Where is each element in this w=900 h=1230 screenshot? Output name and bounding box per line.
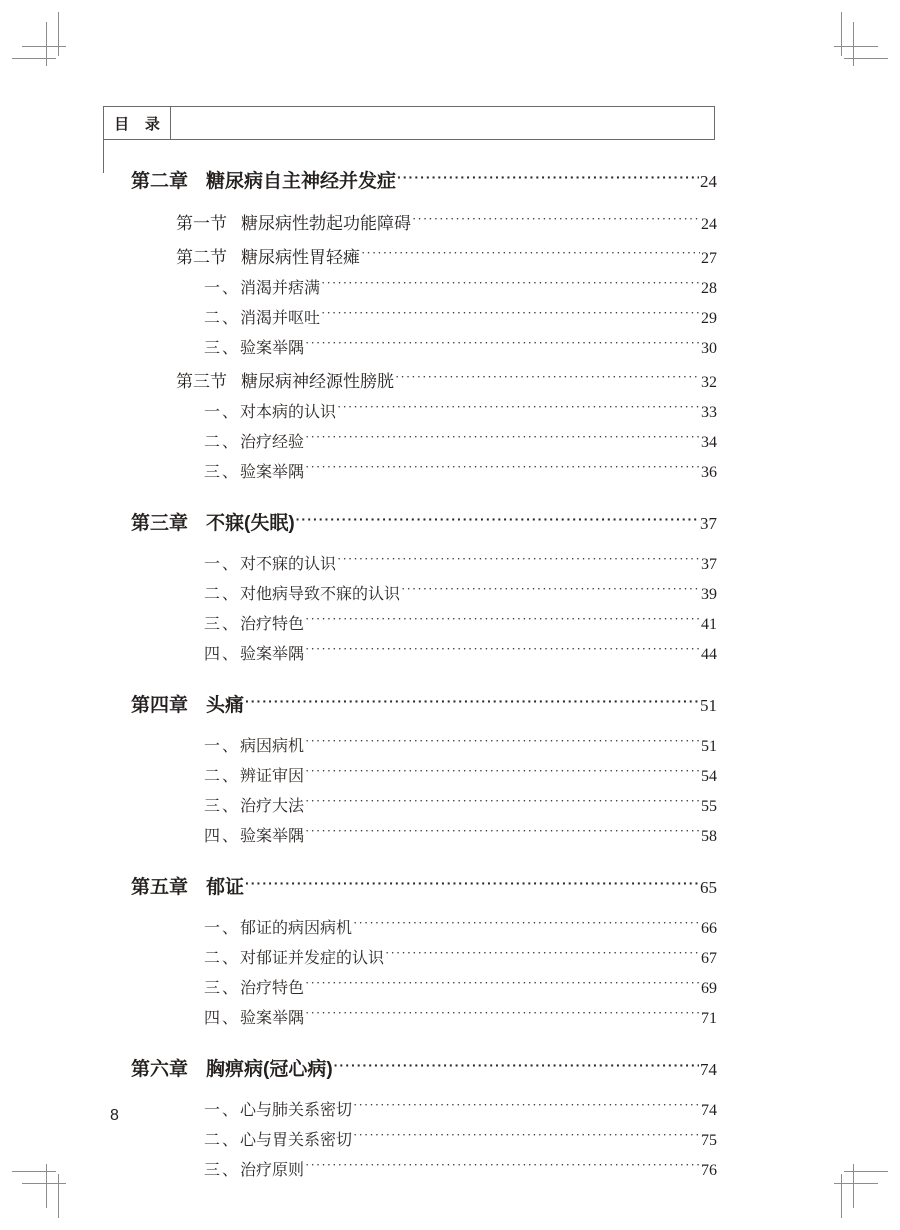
toc-entry-text — [204, 915, 352, 938]
toc-entry-title: 验案举隅 — [240, 646, 305, 663]
toc-entry-text — [176, 209, 411, 234]
toc-entry-page: 74 — [701, 1102, 717, 1119]
toc-entry-number: 二、 — [204, 768, 241, 785]
toc-entry-title: 对他病导致不寐的认识 — [240, 586, 401, 603]
toc-entry-text — [204, 305, 320, 328]
toc-dot-leader — [361, 246, 700, 263]
crop-mark-bottom-right — [818, 1148, 888, 1218]
toc-entry-page: 54 — [701, 768, 717, 785]
toc-entry-page: 69 — [701, 980, 717, 997]
toc-entry-number: 一、 — [204, 738, 241, 755]
toc-entry-number: 第四章 — [131, 695, 189, 716]
toc-dot-leader — [305, 1159, 700, 1175]
toc-entry-number: 第五章 — [131, 877, 189, 898]
toc-dot-leader — [412, 212, 700, 229]
running-head-rule — [171, 107, 714, 139]
toc-entry-title: 消渴并呕吐 — [240, 310, 321, 327]
toc-entry-number: 三、 — [204, 798, 241, 815]
toc-dot-leader — [305, 337, 700, 353]
toc-entry-subsection[interactable] — [204, 551, 717, 574]
toc-entry-subsection[interactable] — [204, 581, 717, 604]
toc-dot-leader — [305, 735, 700, 751]
toc-entry-number: 一、 — [204, 920, 241, 937]
toc-dot-leader — [397, 168, 699, 187]
toc-entry-subsection[interactable] — [204, 915, 717, 938]
toc-entry-number: 第一节 — [176, 214, 227, 233]
toc-entry-subsection[interactable] — [204, 305, 717, 328]
toc-entry-section[interactable] — [176, 243, 717, 268]
toc-dot-leader — [353, 1129, 700, 1145]
toc-entry-subsection[interactable] — [204, 733, 717, 756]
toc-entry-number: 四、 — [204, 646, 241, 663]
toc-entry-text — [204, 335, 304, 358]
toc-entry-title: 对郁证并发症的认识 — [240, 950, 385, 967]
toc-entry-title: 心与肺关系密切 — [240, 1102, 353, 1119]
toc-entry-text — [204, 275, 320, 298]
toc-entry-page: 67 — [701, 950, 717, 967]
toc-entry-page: 34 — [701, 434, 717, 451]
toc-entry-number: 第二章 — [131, 171, 189, 192]
toc-entry-page: 39 — [701, 586, 717, 603]
toc-dot-leader — [305, 461, 700, 477]
toc-entry-subsection[interactable] — [204, 459, 717, 482]
toc-entry-page: 51 — [701, 738, 717, 755]
toc-entry-page: 36 — [701, 464, 717, 481]
toc-entry-chapter[interactable] — [131, 508, 717, 535]
toc-entry-title: 治疗特色 — [240, 616, 305, 633]
toc-dot-leader — [353, 917, 700, 933]
toc-entry-subsection[interactable] — [204, 399, 717, 422]
toc-entry-number: 三、 — [204, 616, 241, 633]
toc-entry-text — [131, 1054, 333, 1081]
toc-entry-subsection[interactable] — [204, 641, 717, 664]
toc-entry-text — [204, 823, 304, 846]
toc-entry-text — [131, 508, 295, 535]
toc-entry-title: 消渴并痞满 — [240, 280, 321, 297]
toc-entry-page: 27 — [701, 250, 717, 267]
toc-entry-subsection[interactable] — [204, 611, 717, 634]
toc-entry-text — [204, 429, 304, 452]
toc-entry-text — [204, 459, 304, 482]
toc-entry-number: 三、 — [204, 1162, 241, 1179]
toc-entry-number: 三、 — [204, 340, 241, 357]
toc-entry-number: 一、 — [204, 404, 241, 421]
toc-entry-page: 74 — [700, 1060, 717, 1079]
toc-entry-number: 第二节 — [176, 248, 227, 267]
toc-entry-text — [204, 611, 304, 634]
toc-entry-chapter[interactable] — [131, 166, 717, 193]
toc-entry-title: 辨证审因 — [240, 768, 305, 785]
toc-entry-page: 66 — [701, 920, 717, 937]
toc-dot-leader — [305, 977, 700, 993]
toc-entry-subsection[interactable] — [204, 793, 717, 816]
toc-dot-leader — [305, 643, 700, 659]
toc-entry-page: 30 — [701, 340, 717, 357]
toc-entry-chapter[interactable] — [131, 690, 717, 717]
toc-entry-number: 二、 — [204, 310, 241, 327]
crop-mark-bottom-left — [12, 1148, 82, 1218]
toc-entry-chapter[interactable] — [131, 872, 717, 899]
toc-entry-page: 65 — [700, 878, 717, 897]
page-number: 8 — [110, 1107, 119, 1124]
toc-entry-title: 不寐(失眠) — [206, 513, 295, 534]
toc-dot-leader — [353, 1099, 700, 1115]
toc-entry-subsection[interactable] — [204, 975, 717, 998]
toc-entry-number: 四、 — [204, 828, 241, 845]
toc-entry-title: 头痛 — [206, 695, 245, 716]
toc-entry-title: 糖尿病神经源性膀胱 — [241, 372, 394, 391]
toc-entry-title: 验案举隅 — [240, 1010, 305, 1027]
toc-entry-title: 郁证 — [206, 877, 245, 898]
toc-entry-subsection[interactable] — [204, 823, 717, 846]
toc-entry-text — [204, 399, 336, 422]
toc-entry-page: 55 — [701, 798, 717, 815]
toc-dot-leader — [401, 583, 700, 599]
toc-entry-title: 治疗大法 — [240, 798, 305, 815]
toc-entry-subsection[interactable] — [204, 945, 717, 968]
toc-entry-text — [204, 1157, 304, 1180]
toc-entry-title: 验案举隅 — [240, 464, 305, 481]
toc-dot-leader — [305, 431, 700, 447]
toc-dot-leader — [305, 765, 700, 781]
toc-entry-title: 治疗经验 — [240, 434, 305, 451]
toc-entry-title: 治疗原则 — [240, 1162, 305, 1179]
toc-entry-page: 41 — [701, 616, 717, 633]
toc-entry-text — [204, 733, 304, 756]
toc-entry-title: 验案举隅 — [240, 828, 305, 845]
toc-entry-text — [204, 581, 400, 604]
toc-entry-subsection[interactable] — [204, 1097, 717, 1120]
toc-entry-number: 二、 — [204, 586, 241, 603]
toc-entry-page: 24 — [701, 216, 717, 233]
toc-entry-page: 76 — [701, 1162, 717, 1179]
toc-entry-page: 28 — [701, 280, 717, 297]
toc-entry-title: 对本病的认识 — [240, 404, 337, 421]
table-of-contents — [103, 166, 717, 1180]
toc-entry-title: 心与胃关系密切 — [240, 1132, 353, 1149]
toc-entry-title: 对不寐的认识 — [240, 556, 337, 573]
toc-entry-page: 51 — [700, 696, 717, 715]
toc-entry-title: 郁证的病因病机 — [240, 920, 353, 937]
toc-entry-title: 糖尿病自主神经并发症 — [206, 171, 397, 192]
toc-entry-subsection[interactable] — [204, 429, 717, 452]
toc-entry-text — [204, 975, 304, 998]
toc-entry-subsection[interactable] — [204, 1127, 717, 1150]
toc-entry-text — [131, 166, 396, 193]
toc-entry-title: 胸痹病(冠心病) — [206, 1059, 333, 1080]
toc-entry-number: 三、 — [204, 980, 241, 997]
toc-dot-leader — [337, 401, 700, 417]
toc-dot-leader — [334, 1056, 699, 1075]
toc-entry-text — [204, 1005, 304, 1028]
crop-mark-top-left — [12, 12, 82, 82]
toc-entry-text — [204, 793, 304, 816]
toc-entry-page: 24 — [700, 172, 717, 191]
toc-dot-leader — [305, 825, 700, 841]
toc-entry-section[interactable] — [176, 367, 717, 392]
toc-entry-title: 糖尿病性勃起功能障碍 — [241, 214, 411, 233]
toc-dot-leader — [321, 307, 700, 323]
toc-entry-page: 32 — [701, 374, 717, 391]
toc-entry-text — [176, 367, 394, 392]
toc-entry-subsection[interactable] — [204, 763, 717, 786]
toc-entry-page: 33 — [701, 404, 717, 421]
toc-entry-subsection[interactable] — [204, 275, 717, 298]
toc-entry-text — [204, 945, 384, 968]
toc-entry-text — [204, 1097, 352, 1120]
toc-entry-title: 糖尿病性胃轻瘫 — [241, 248, 360, 267]
toc-entry-chapter[interactable] — [131, 1054, 717, 1081]
toc-entry-text — [204, 641, 304, 664]
toc-dot-leader — [321, 277, 700, 293]
toc-entry-text — [204, 1127, 352, 1150]
toc-entry-number: 二、 — [204, 434, 241, 451]
toc-entry-number: 一、 — [204, 556, 241, 573]
toc-entry-number: 三、 — [204, 464, 241, 481]
running-head — [103, 106, 715, 140]
toc-entry-page: 37 — [701, 556, 717, 573]
toc-entry-subsection[interactable] — [204, 1157, 717, 1180]
toc-entry-text — [176, 243, 360, 268]
toc-dot-leader — [305, 795, 700, 811]
toc-entry-page: 37 — [700, 514, 717, 533]
toc-dot-leader — [385, 947, 700, 963]
toc-entry-text — [131, 872, 244, 899]
toc-dot-leader — [305, 1007, 700, 1023]
crop-mark-top-right — [818, 12, 888, 82]
toc-entry-text — [204, 551, 336, 574]
toc-entry-number: 二、 — [204, 1132, 241, 1149]
toc-entry-page: 71 — [701, 1010, 717, 1027]
toc-entry-title: 病因病机 — [240, 738, 305, 755]
toc-entry-title: 验案举隅 — [240, 340, 305, 357]
toc-dot-leader — [337, 553, 700, 569]
toc-entry-number: 一、 — [204, 1102, 241, 1119]
toc-dot-leader — [305, 613, 700, 629]
toc-entry-page: 44 — [701, 646, 717, 663]
toc-entry-title: 治疗特色 — [240, 980, 305, 997]
running-head-label: 目 录 — [104, 107, 171, 139]
toc-entry-number: 一、 — [204, 280, 241, 297]
toc-entry-number: 四、 — [204, 1010, 241, 1027]
toc-entry-page: 75 — [701, 1132, 717, 1149]
toc-entry-subsection[interactable] — [204, 335, 717, 358]
toc-entry-number: 二、 — [204, 950, 241, 967]
toc-entry-number: 第三节 — [176, 372, 227, 391]
toc-entry-text — [131, 690, 244, 717]
toc-dot-leader — [245, 874, 699, 893]
toc-entry-section[interactable] — [176, 209, 717, 234]
toc-dot-leader — [296, 510, 699, 529]
toc-entry-number: 第三章 — [131, 513, 189, 534]
toc-entry-text — [204, 763, 304, 786]
toc-entry-number: 第六章 — [131, 1059, 189, 1080]
toc-entry-subsection[interactable] — [204, 1005, 717, 1028]
toc-entry-page: 29 — [701, 310, 717, 327]
toc-dot-leader — [395, 370, 700, 387]
toc-entry-page: 58 — [701, 828, 717, 845]
toc-dot-leader — [245, 692, 699, 711]
